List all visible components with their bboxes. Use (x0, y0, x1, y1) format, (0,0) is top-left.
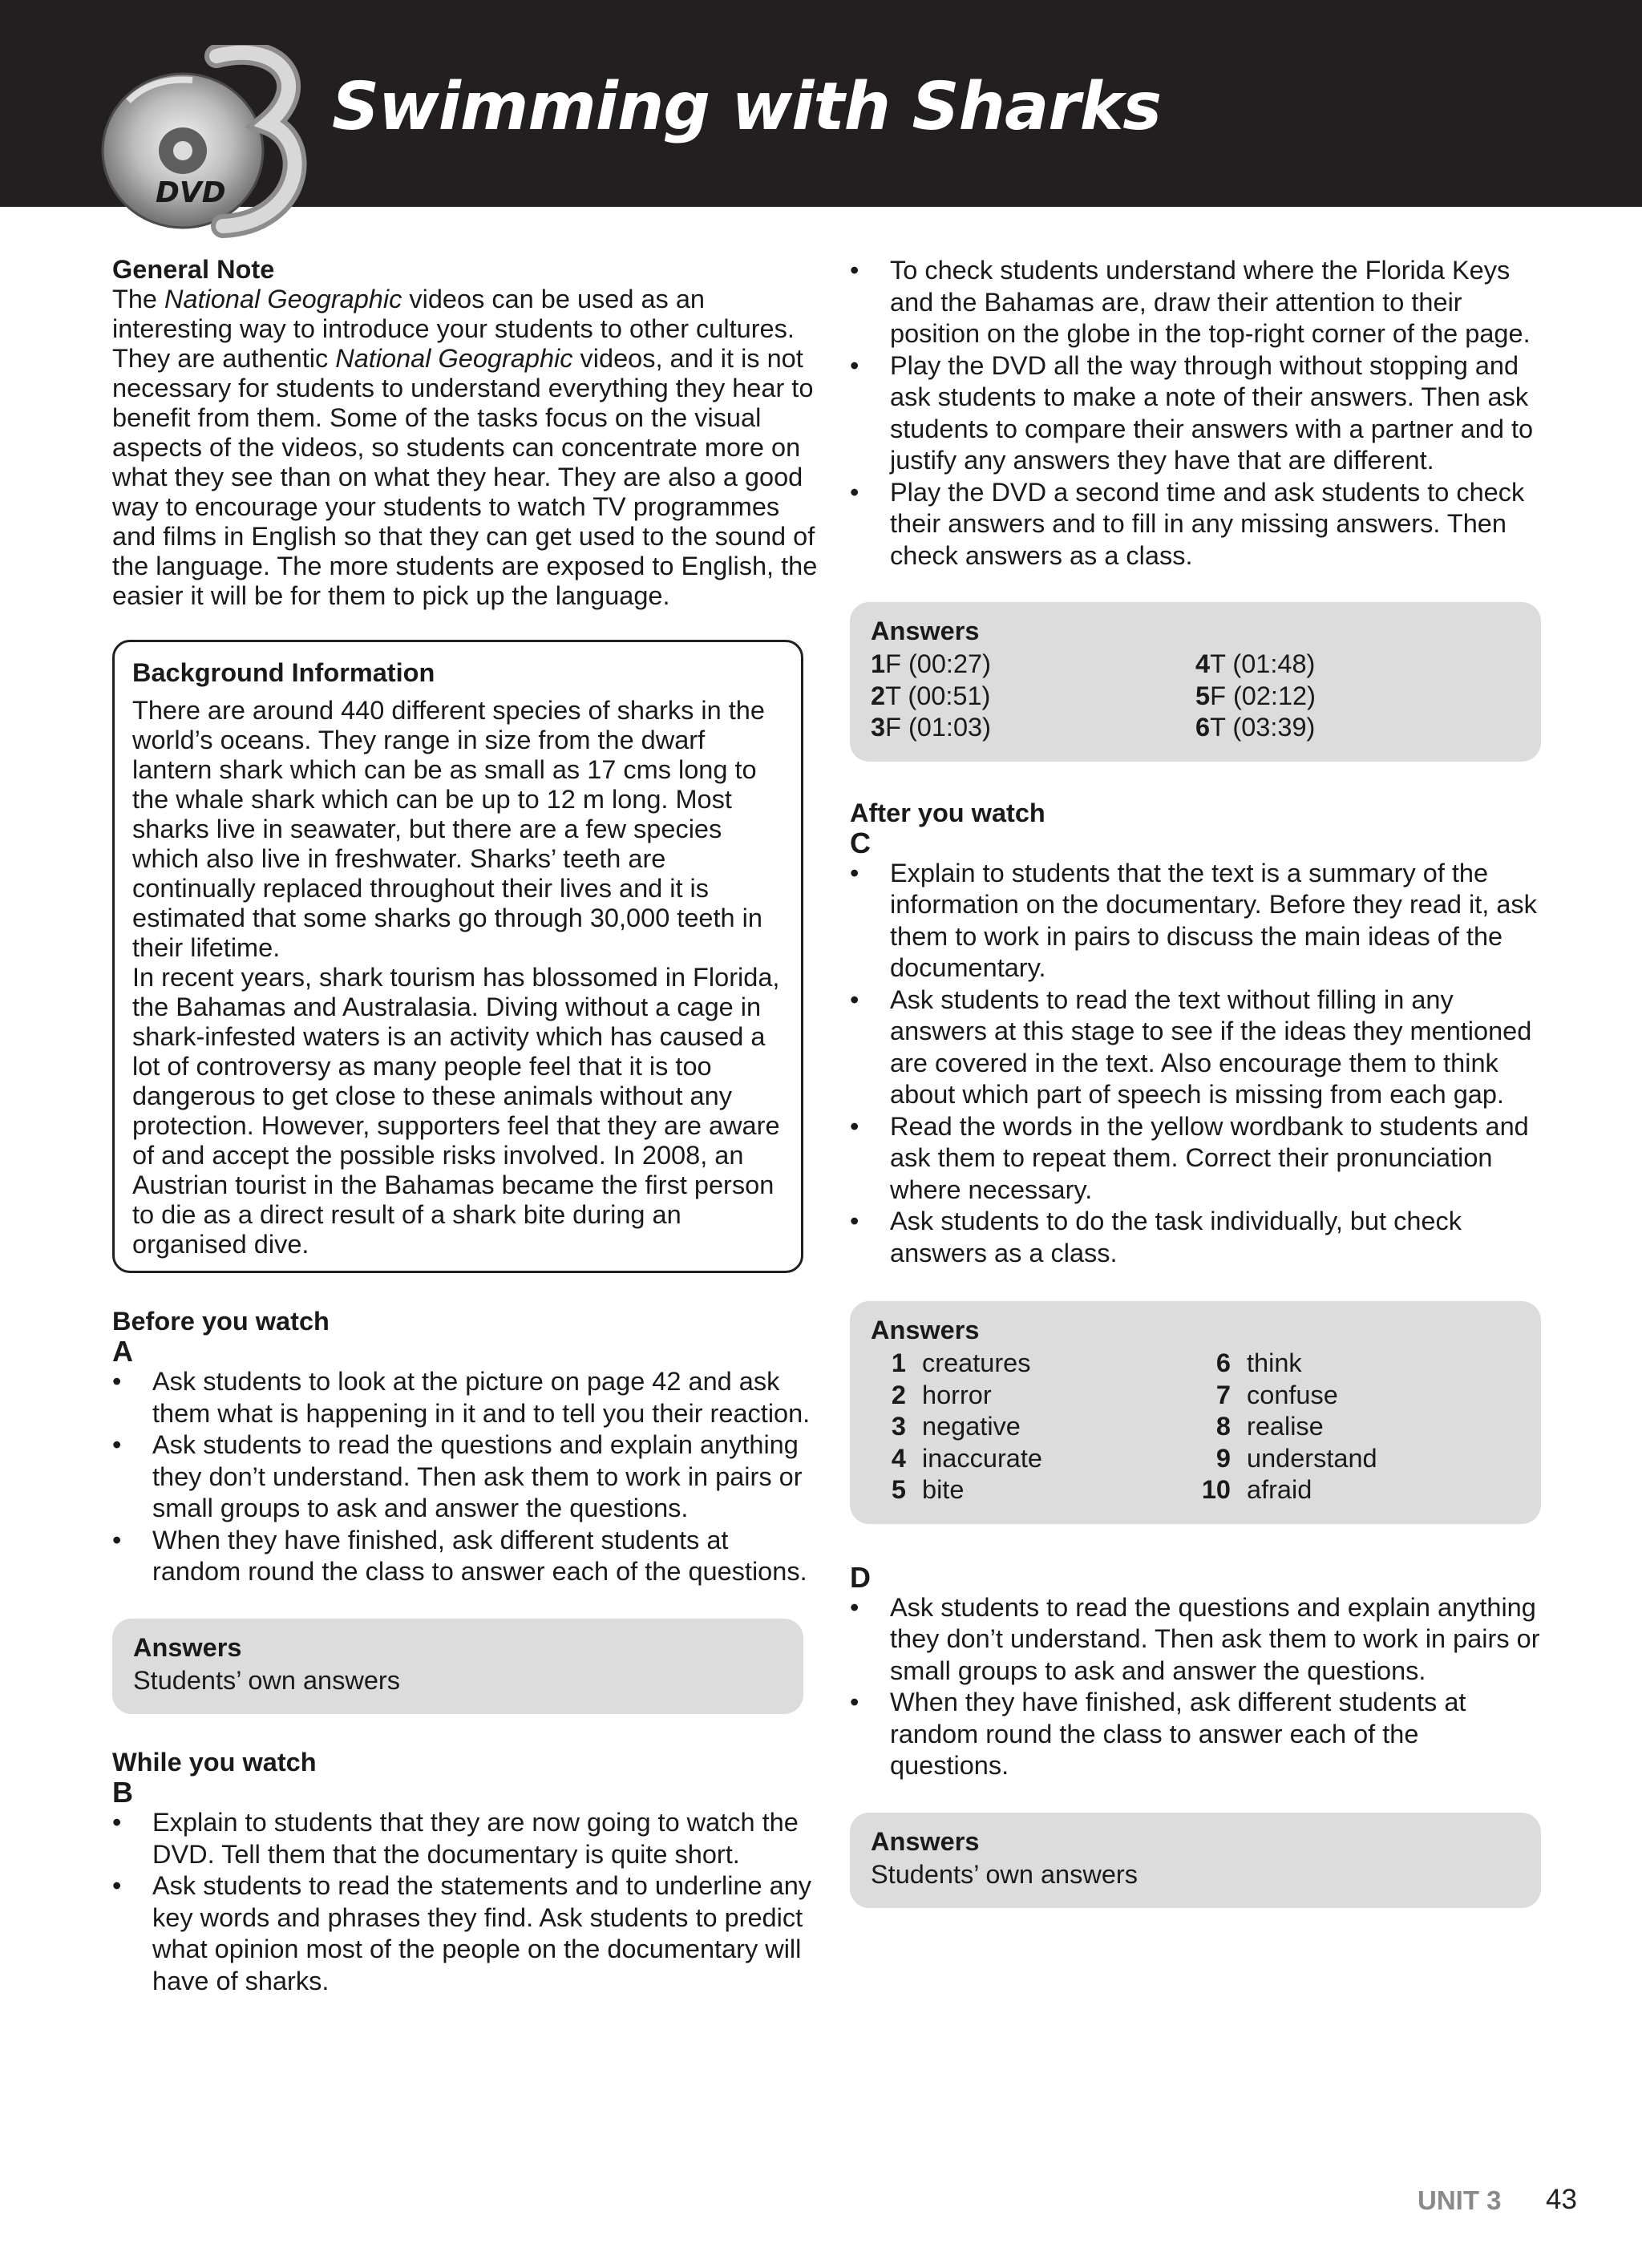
bullet-text: Read the words in the yellow wordbank to students and ask them to repeat them. Correct their pronunciation where necessary. (890, 1111, 1529, 1204)
while-you-watch-section (112, 1748, 818, 1997)
answer-item (871, 681, 1195, 713)
after-heading: After you watch (850, 798, 1045, 827)
bullet-text: Ask students to read the questions and explain anything they don’t understand. Then ask them to work in pairs or small groups to ask and answer the questions. (890, 1592, 1540, 1685)
answer-item (871, 649, 1195, 681)
answers-column (871, 1348, 1195, 1506)
answers-heading: Answers (871, 1316, 980, 1344)
bullet-text: When they have finished, ask different students at random round the class to answer each of the questions. (890, 1688, 1466, 1780)
page-number: 43 (1546, 2184, 1577, 2215)
general-note (112, 255, 818, 611)
dvd-label: DVD (156, 176, 226, 209)
bullet-text: Play the DVD a second time and ask students to check their answers and to fill in any missing answers. Then check answers as a class. (890, 477, 1525, 570)
general-note-italic-2: National Geographic (335, 344, 573, 373)
answers-heading: Answers (871, 1826, 980, 1856)
answer-number: 9 (1215, 1443, 1231, 1473)
answer-value: bite (922, 1475, 965, 1504)
after-you-watch-section (850, 798, 1541, 1270)
bullet-icon: • (112, 1808, 122, 1837)
list-item (850, 984, 1541, 1111)
answers-column (1195, 1348, 1520, 1506)
bullet-icon: • (850, 858, 859, 887)
bullet-icon: • (850, 1592, 859, 1622)
background-information-box (112, 640, 803, 1273)
bullet-text: Explain to students that the text is a summary of the information on the documentary. Before they read it, ask them to work in pairs to discuss the main ideas of the documentary. (890, 858, 1537, 982)
answer-value: realise (1247, 1412, 1324, 1441)
d-bullets (850, 1592, 1541, 1782)
list-item (850, 350, 1541, 477)
answers-grid-c (871, 1348, 1520, 1506)
answer-number: 1 (891, 1348, 906, 1377)
section-d (850, 1560, 1541, 1909)
list-item (112, 1525, 818, 1588)
list-item (112, 1807, 818, 1870)
answer-value: T (01:48) (1210, 649, 1316, 678)
page-title: Swimming with Sharks (332, 69, 1162, 145)
answers-grid-b (871, 649, 1520, 744)
answer-number: 3 (871, 713, 886, 742)
answer-number: 3 (891, 1412, 906, 1441)
while-heading: While you watch (112, 1748, 317, 1777)
section-letter-b: B (112, 1776, 133, 1809)
answer-number: 4 (1195, 649, 1211, 678)
list-item (850, 1206, 1541, 1269)
bullet-icon: • (112, 1430, 122, 1459)
bullet-text: Ask students to do the task individually, but check answers as a class. (890, 1207, 1462, 1267)
bullet-text: Ask students to read the text without filling in any answers at this stage to see if the ideas they mentioned are covered in the text. Also encourage them to think about which part of speech is missing from each gap. (890, 984, 1532, 1109)
answer-item (871, 1411, 1195, 1443)
general-note-text (112, 285, 818, 611)
list-item (112, 1366, 818, 1429)
bullet-text: To check students understand where the Florida Keys and the Bahamas are, draw their attention to their position on the globe in the top-right corner of the page. (890, 256, 1531, 348)
answer-value: confuse (1247, 1380, 1338, 1409)
answer-item (1195, 1411, 1520, 1443)
bullet-icon: • (112, 1367, 122, 1396)
footer-unit-label: UNIT 3 (1418, 2185, 1502, 2215)
answer-value: inaccurate (922, 1443, 1042, 1473)
answers-box-b (850, 602, 1541, 762)
answer-value: F (01:03) (885, 713, 991, 742)
answers-column (1195, 649, 1520, 744)
bullet-text: Ask students to read the questions and explain anything they don’t understand. Then ask them to work in pairs or small groups to ask and answer the questions. (152, 1430, 803, 1522)
bullet-text: Explain to students that they are now going to watch the DVD. Tell them that the documentary is quite short. (152, 1808, 799, 1869)
answer-value: horror (922, 1380, 992, 1409)
answer-value: F (02:12) (1210, 681, 1316, 710)
bullet-text: Ask students to read the statements and to underline any key words and phrases they find. Ask students to predict what opinion most of the people on the documentary will have of sharks. (152, 1871, 812, 1995)
answers-heading: Answers (871, 617, 980, 645)
bullet-icon: • (112, 1871, 122, 1900)
list-item (850, 1687, 1541, 1782)
bullet-icon: • (850, 1111, 859, 1141)
answer-number: 6 (1195, 713, 1211, 742)
answers-column (871, 649, 1195, 744)
dvd-disc-icon (96, 45, 321, 247)
answers-text: Students’ own answers (133, 1665, 400, 1695)
answer-value: think (1247, 1348, 1302, 1377)
answers-box-a (112, 1619, 803, 1715)
answer-item (1195, 1380, 1520, 1412)
answer-number: 5 (1195, 681, 1211, 710)
answer-item (871, 1380, 1195, 1412)
bullet-text: Ask students to look at the picture on page 42 and ask them what is happening in it and to tell you their reaction. (152, 1367, 811, 1428)
answers-text: Students’ own answers (871, 1859, 1138, 1889)
list-item (850, 255, 1541, 350)
before-heading: Before you watch (112, 1307, 330, 1336)
section-letter-a: A (112, 1335, 133, 1368)
answer-number: 4 (891, 1443, 906, 1473)
section-letter-d: D (850, 1560, 871, 1594)
bullet-text: When they have finished, ask different students at random round the class to answer each of the questions. (152, 1525, 807, 1586)
answer-item (871, 712, 1195, 744)
general-note-text-2: videos can be used as an interesting way to introduce your students to other cultures. They are authentic (112, 285, 795, 373)
answer-item (1195, 1443, 1520, 1475)
answer-number: 7 (1215, 1380, 1231, 1409)
while-bullets-right (850, 255, 1541, 572)
while-bullets-left (112, 1807, 818, 1997)
answer-number: 2 (871, 681, 886, 710)
answer-value: T (03:39) (1210, 713, 1316, 742)
bullet-icon: • (850, 1688, 859, 1716)
background-heading: Background Information (132, 658, 435, 687)
answer-value: negative (922, 1412, 1021, 1441)
answers-box-c (850, 1301, 1541, 1524)
before-you-watch-section (112, 1307, 818, 1714)
answer-item (1195, 712, 1520, 744)
answer-number: 5 (891, 1475, 906, 1504)
answer-item (1195, 1348, 1520, 1380)
left-column (112, 255, 818, 1997)
list-item (112, 1870, 818, 1997)
answer-item (871, 1443, 1195, 1475)
answer-number: 8 (1215, 1412, 1231, 1441)
list-item (112, 1429, 818, 1525)
answers-box-d (850, 1813, 1541, 1909)
answer-item (1195, 1474, 1520, 1506)
list-item (850, 1592, 1541, 1688)
general-note-text-3: videos, and it is not necessary for students to understand everything they hear to benefit from them. Some of the tasks focus on the visual aspects of the videos, so students can concentrate more on what they see than on what they hear. They are also a good way to encourage your students to watch TV programmes and films in English so that they can get used to the sound of the language. The more students are exposed to English, the easier it will be for them to pick up the language. (112, 344, 818, 610)
answer-item (871, 1474, 1195, 1506)
background-para-1: There are around 440 different species of sharks in the world’s oceans. They range in size from the dwarf lantern shark which can be as small as 17 cms long to the whale shark which can be up to 12 m long. Most sharks live in seawater, but there are a few species which also live in freshwater. Sharks’ teeth are continually replaced throughout their lives and it is estimated that some sharks go through 30,000 teeth in their lifetime. (132, 696, 765, 962)
answer-number: 2 (891, 1380, 906, 1409)
answer-number: 1 (871, 649, 886, 678)
after-bullets (850, 858, 1541, 1270)
general-note-italic-1: National Geographic (164, 285, 402, 313)
right-column (850, 255, 1541, 1908)
answer-item (1195, 649, 1520, 681)
bullet-icon: • (850, 984, 859, 1014)
bullet-icon: • (850, 256, 859, 285)
answer-value: afraid (1247, 1475, 1312, 1504)
answer-value: F (00:27) (885, 649, 991, 678)
list-item (850, 1111, 1541, 1207)
answer-number: 6 (1215, 1348, 1231, 1377)
list-item (850, 477, 1541, 572)
answer-value: understand (1247, 1443, 1377, 1473)
answer-item (1195, 681, 1520, 713)
general-note-heading: General Note (112, 255, 275, 284)
list-item (850, 858, 1541, 984)
bullet-icon: • (850, 477, 859, 507)
before-bullets (112, 1366, 818, 1588)
answer-item (871, 1348, 1195, 1380)
general-note-text-1: The (112, 285, 165, 313)
background-para-2: In recent years, shark tourism has blossomed in Florida, the Bahamas and Australasia. Diving without a cage in shark-infested waters is an activity which has caused a lot of controversy as many people feel that it is too dangerous to get close to these animals without any protection. However, supporters feel that they are aware of and accept the possible risks involved. In 2008, an Austrian tourist in the Bahamas became the first person to die as a direct result of a shark bite during an organised dive. (132, 963, 780, 1259)
answer-value: creatures (922, 1348, 1031, 1377)
bullet-icon: • (850, 1207, 859, 1235)
answers-heading: Answers (133, 1632, 242, 1662)
section-letter-c: C (850, 826, 871, 859)
bullet-text: Play the DVD all the way through without stopping and ask students to make a note of their answers. Then ask students to compare their answers with a partner and to justify any answers they have that are different. (890, 350, 1534, 475)
bullet-icon: • (112, 1525, 122, 1554)
answer-number: 10 (1201, 1475, 1231, 1504)
bullet-icon: • (850, 350, 859, 380)
answer-value: T (00:51) (885, 681, 991, 710)
